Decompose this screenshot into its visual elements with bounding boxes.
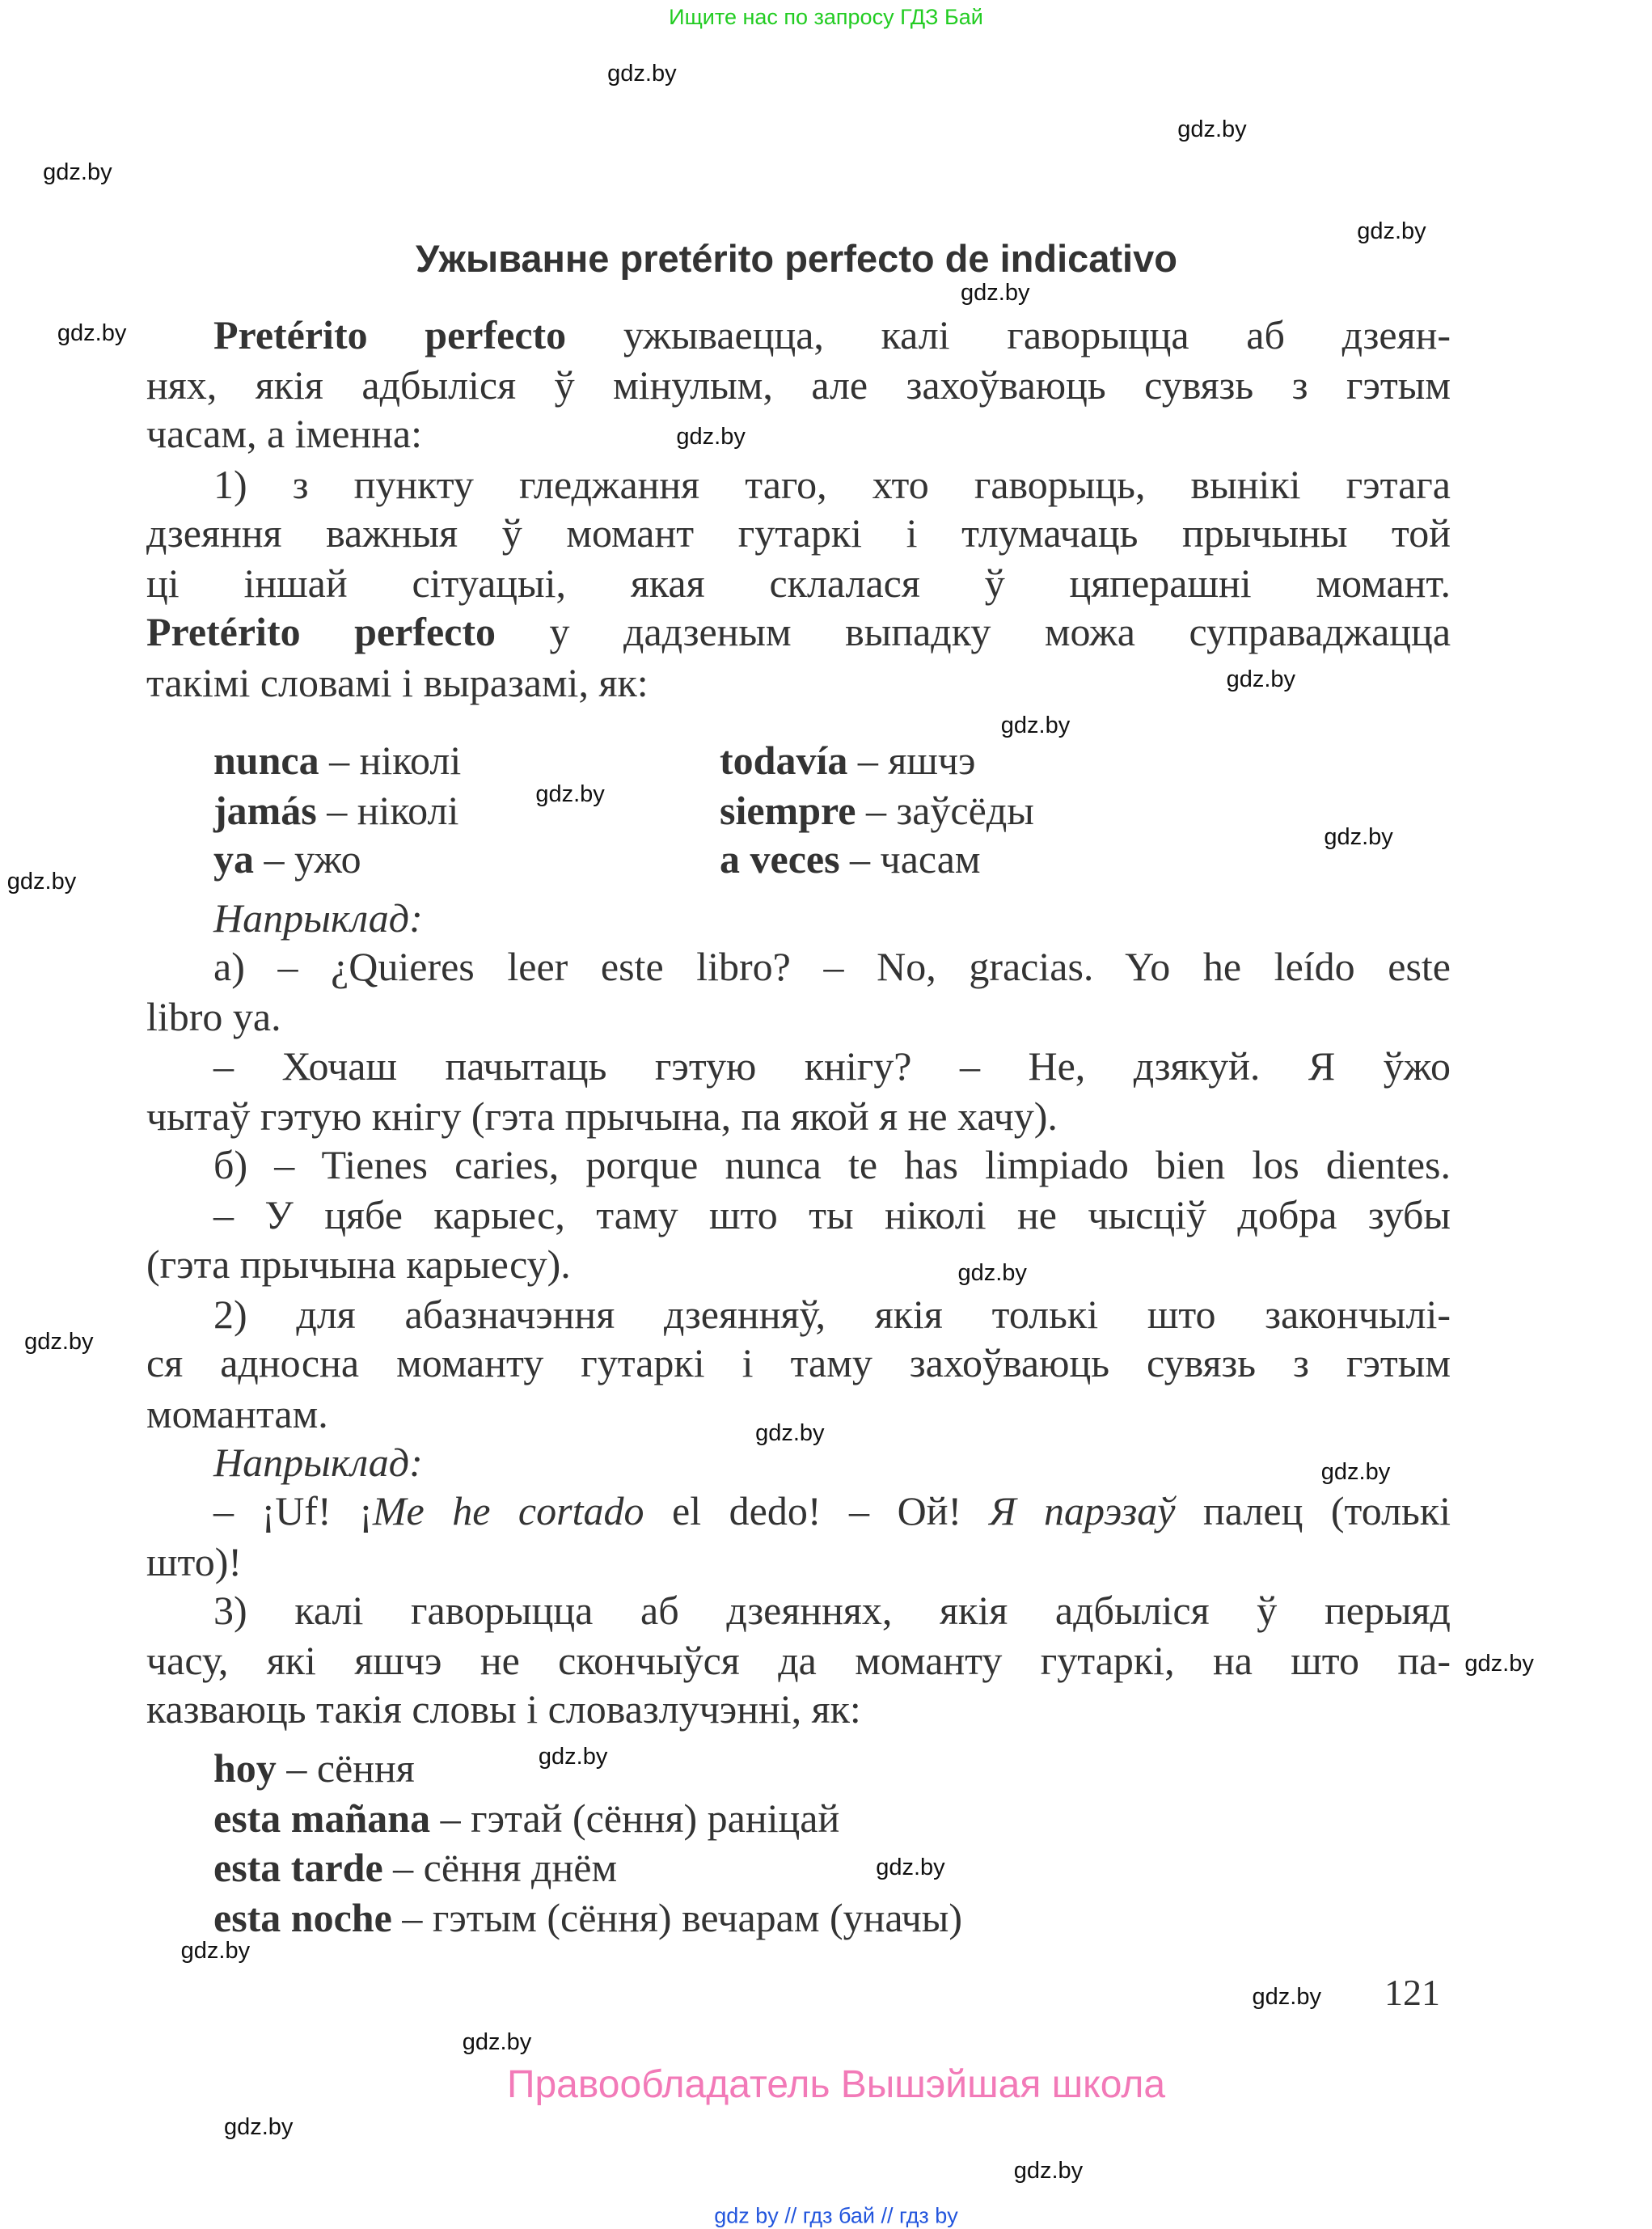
text-line	[213, 1746, 1451, 1790]
watermark: gdz.by	[957, 1259, 1027, 1286]
vocabulary-meaning: – заўсёды	[856, 787, 1034, 833]
italic-text: Me he cortado	[372, 1488, 644, 1534]
text-segment: 2) для абазначэння дзеянняў, якія толькі што закончылі-	[213, 1292, 1451, 1338]
text-segment: чытаў гэтую кнігу (гэта прычына, па якой я не хачу).	[146, 1093, 1058, 1139]
watermark: gdz.by	[6, 869, 77, 895]
text-segment: момантам.	[146, 1390, 328, 1436]
text-segment: а) – ¿Quieres leer este libro? – No, gracias. Yo he leído este	[213, 944, 1451, 990]
page-number: 121	[1384, 1972, 1440, 2013]
watermark: gdz.by	[876, 1854, 945, 1880]
watermark: gdz.by	[755, 1420, 825, 1447]
text-segment: (гэта прычына карыесу).	[146, 1241, 571, 1287]
text-line	[146, 561, 1451, 605]
text-line	[213, 1193, 1451, 1237]
text-segment: такімі словамі і выразамі, як:	[146, 659, 649, 705]
text-line	[146, 610, 1451, 653]
bold-term: Pretérito perfecto	[146, 609, 496, 655]
text-segment: 3) калі гаворыцца аб дзеяннях, якія адбыліся ў перыяд	[213, 1587, 1451, 1633]
text-segment: што)!	[146, 1538, 242, 1584]
text-segment: el dedo! – Ой!	[672, 1488, 962, 1534]
watermark: gdz.by	[462, 2029, 532, 2056]
watermark: gdz.by	[1226, 666, 1296, 693]
watermark: gdz.by	[1177, 116, 1247, 142]
text-line	[213, 1143, 1451, 1186]
text-line	[213, 1588, 1451, 1632]
text-segment: libro ya.	[146, 994, 281, 1040]
vocabulary-meaning: – часам	[839, 836, 981, 882]
italic-text: Напрыклад:	[213, 1439, 423, 1485]
text-line	[213, 1896, 1451, 1939]
text-line	[146, 511, 1451, 555]
watermark: gdz.by	[1464, 1650, 1534, 1677]
text-line	[146, 1341, 1451, 1385]
watermark: gdz.by	[535, 781, 605, 808]
watermark: gdz.by	[676, 423, 746, 450]
text-line	[146, 995, 1451, 1038]
bold-term: esta tarde	[213, 1844, 383, 1890]
watermark: gdz.by	[538, 1744, 608, 1770]
watermark: gdz.by	[1013, 2157, 1084, 2184]
watermark: gdz.by	[607, 60, 677, 87]
bold-term: esta mañana	[213, 1795, 431, 1842]
text-line	[213, 1044, 1451, 1088]
vocabulary-word: todavía	[720, 737, 848, 783]
text-segment: дзеяння важныя ў момант гутаркі і тлумачаць прычыны той	[146, 510, 1451, 556]
italic-text: Я парэзаў	[989, 1488, 1176, 1534]
text-line	[213, 1440, 1451, 1484]
text-segment: палец (толькі	[1203, 1488, 1451, 1534]
watermark: gdz.by	[57, 320, 127, 347]
text-segment: 1) з пункту гледжання таго, хто гаворыць, вынікі гэтага	[213, 461, 1451, 507]
vocabulary-meaning: – ніколі	[316, 787, 459, 833]
vocabulary-word: ya	[213, 836, 254, 882]
vocabulary-word: a veces	[720, 836, 840, 882]
vocabulary-word: nunca	[213, 737, 319, 783]
watermark: gdz.by	[1324, 824, 1393, 851]
vocabulary-item	[720, 789, 1652, 832]
bold-term: Pretérito perfecto	[213, 311, 567, 357]
vocabulary-meaning: – ужо	[254, 836, 361, 882]
vocabulary-meaning: – яшчэ	[847, 737, 976, 783]
text-line	[213, 945, 1451, 988]
text-line	[146, 1639, 1451, 1682]
section-title: Ужыванне pretérito perfecto de indicativo	[416, 237, 1177, 280]
watermark: gdz.by	[1357, 218, 1426, 244]
text-segment: – У цябе карыес, таму што ты ніколі не чысціў добра зубы	[213, 1192, 1451, 1238]
text-segment: – гэтым (сёння) вечарам (уначы)	[402, 1894, 962, 1940]
text-line	[213, 1796, 1451, 1840]
text-segment: – сёння	[286, 1745, 415, 1791]
vocabulary-word: jamás	[213, 787, 317, 833]
italic-text: Напрыклад:	[213, 895, 423, 941]
search-hint-banner: Ищите нас по запросу ГДЗ Бай	[669, 5, 983, 29]
text-segment: казваюць такія словы і словазлучэнні, як:	[146, 1686, 861, 1732]
text-segment: – сёння днём	[393, 1844, 618, 1890]
text-line	[213, 1846, 1451, 1889]
watermark: gdz.by	[1000, 712, 1071, 738]
bold-term: hoy	[213, 1745, 277, 1791]
text-line	[213, 463, 1451, 506]
text-segment: у дадзеным выпадку можа суправаджацца	[549, 609, 1451, 655]
vocabulary-item	[720, 738, 1652, 782]
watermark: gdz.by	[961, 280, 1030, 307]
bold-term: esta noche	[213, 1894, 392, 1940]
text-segment: б) – Tienes caries, porque nunca te has limpiado bien los dientes.	[213, 1142, 1451, 1188]
text-segment: часу, які яшчэ не скончыўся да моманту гутаркі, на што па-	[146, 1638, 1451, 1684]
text-segment: ужываецца, калі гаворыцца аб дзеян-	[623, 311, 1451, 357]
watermark: gdz.by	[223, 2114, 294, 2141]
text-segment: часам, а іменна:	[146, 411, 422, 457]
watermark: gdz.by	[180, 1937, 251, 1964]
vocabulary-word: siempre	[720, 787, 856, 833]
text-segment: ся адносна моманту гутаркі і таму захоўваюць сувязь з гэтым	[146, 1340, 1451, 1386]
text-segment: – ¡Uf! ¡	[213, 1488, 373, 1534]
text-segment: – Хочаш пачытаць гэтую кнігу? – Не, дзякуй. Я ўжо	[213, 1043, 1451, 1089]
bottom-links[interactable]: gdz by // гдз бай // гдз by	[714, 2203, 958, 2228]
text-line	[213, 896, 1451, 940]
text-segment: ці іншай сітуацыі, якая склалася ў цяперашні момант.	[146, 560, 1451, 607]
vocabulary-meaning: – ніколі	[319, 737, 462, 783]
text-line	[146, 1242, 1451, 1286]
text-line	[146, 1687, 1451, 1731]
watermark: gdz.by	[43, 159, 112, 186]
watermark: gdz.by	[24, 1328, 94, 1355]
text-segment: – гэтай (сёння) раніцай	[440, 1795, 840, 1842]
copyright-holder-note: Правообладатель Вышэйшая школа	[506, 2063, 1166, 2106]
text-line	[146, 1094, 1451, 1138]
text-line	[146, 363, 1451, 407]
watermark: gdz.by	[1252, 1983, 1322, 2010]
watermark: gdz.by	[1320, 1459, 1391, 1486]
text-segment: нях, якія адбыліся ў мінулым, але захоўваюць сувязь з гэтым	[146, 362, 1451, 408]
text-line	[146, 412, 1451, 455]
vocabulary-item	[720, 837, 1652, 881]
text-line	[213, 1292, 1451, 1336]
text-line	[213, 1489, 1451, 1533]
text-line	[213, 313, 1451, 357]
text-line	[146, 1540, 1451, 1584]
